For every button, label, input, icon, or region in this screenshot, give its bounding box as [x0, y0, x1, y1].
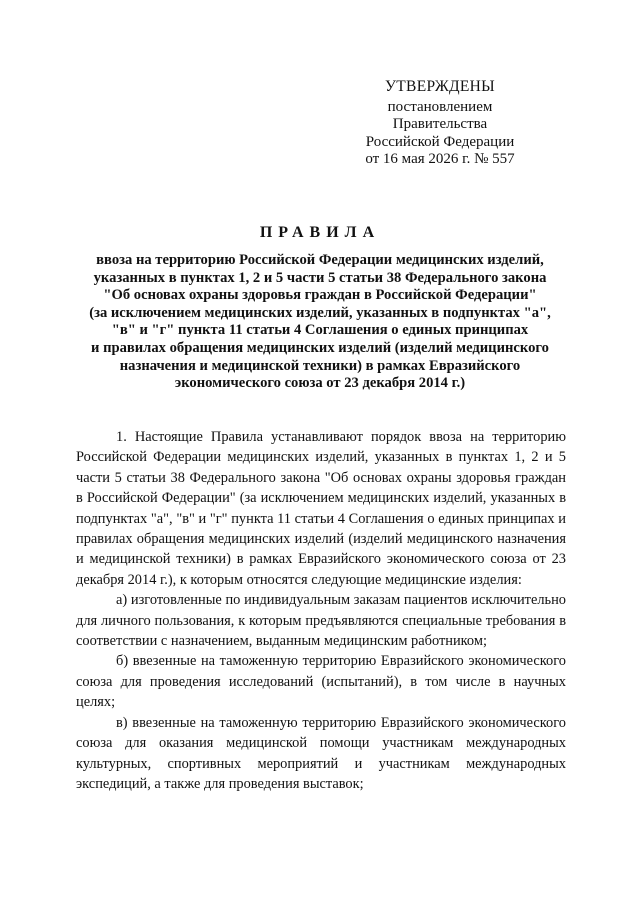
rules-subtitle [60, 252, 580, 393]
approval-line-3: от 16 мая 2026 г. № 557 [365, 151, 515, 167]
subitem-c: в) ввезенные на таможенную территорию Евразийского экономического союза для оказания медицинской помощи участникам международных культурных, спортивных мероприятий и участникам международных экспедиций, а также для проведения выставок; [76, 714, 566, 792]
rules-subtitle-line: назначения и медицинской техники) в рамках Евразийского [119, 357, 521, 374]
rules-subtitle-line: экономического союза от 23 декабря 2014 г.) [174, 375, 466, 392]
rules-subtitle-line: "в" и "г" пункта 11 статьи 4 Соглашения о единых принципах [111, 322, 529, 339]
rules-subtitle-line: "Об основах охраны здоровья граждан в Российской Федерации" [103, 287, 537, 304]
approval-line-2: Российской Федерации [365, 133, 515, 150]
subitem-b: б) ввезенные на таможенную территорию Евразийского экономического союза для проведения исследований (испытаний), в том числе в научных целях; [76, 653, 566, 711]
subitem-a: а) изготовленные по индивидуальным заказам пациентов исключительно для личного пользования, к которым предъявляются специальные требования в соответствии с назначением, выданным медицинским работником; [76, 592, 566, 650]
rules-subtitle-line: указанных в пунктах 1, 2 и 5 части 5 статьи 38 Федерального закона [93, 269, 547, 286]
rules-subtitle-line: ввоза на территорию Российской Федерации медицинских изделий, [96, 252, 544, 268]
rules-title: ПРАВИЛА [259, 224, 381, 241]
paragraph-1: 1. Настоящие Правила устанавливают порядок ввоза на территорию Российской Федерации медицинских изделий, указанных в пунктах 1, 2 и 5 части 5 статьи 38 Федерального закона "Об основах охраны здоровья граждан в Российской Федерации" (за исключением медицинских изделий, указанных в подпунктах "а", "в" и "г" пункта 11 статьи 4 Соглашения о единых принципах и правилах обращения медицинских изделий (изделий медицинского назначения и медицинской техники) в рамках Евразийского экономического союза от 23 декабря 2014 г.), к которым относятся следующие медицинские изделия: [76, 429, 566, 588]
rules-subtitle-line: (за исключением медицинских изделий, указанных в подпунктах "а", [89, 304, 551, 321]
approval-stamp [340, 78, 540, 169]
approval-title: УТВЕРЖДЕНЫ [385, 78, 495, 95]
rules-heading [60, 224, 580, 393]
approval-line-1: постановлением Правительства [387, 98, 493, 132]
rules-subtitle-line: и правилах обращения медицинских изделий (изделий медицинского [91, 339, 549, 356]
document-body [76, 427, 566, 794]
